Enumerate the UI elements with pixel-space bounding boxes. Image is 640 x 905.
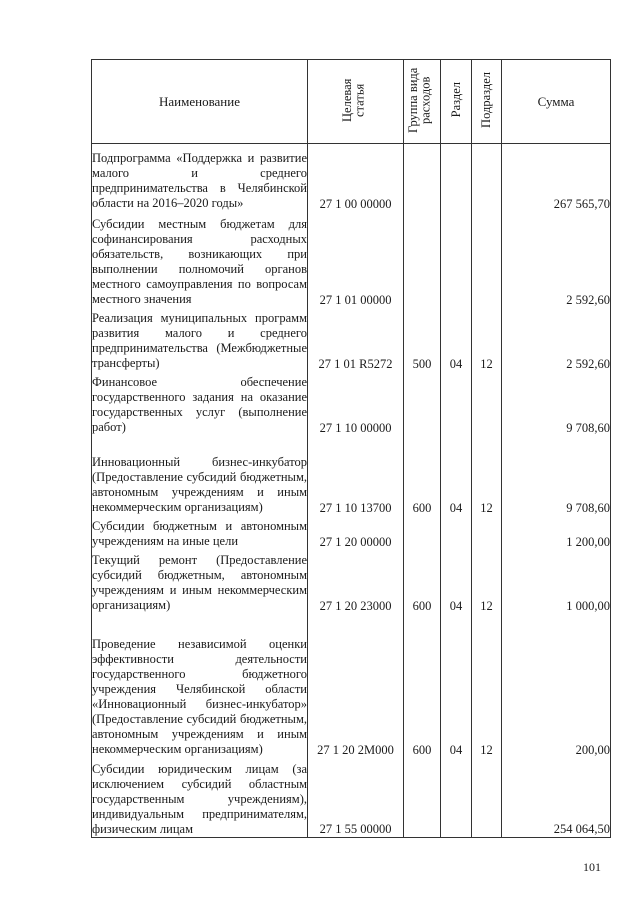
row-name: Текущий ремонт (Предоставление субсидий бюджетным, автономным учреждениям и иным некоммерческим организациям) <box>92 550 308 614</box>
row-amount: 2 592,60 <box>502 308 611 372</box>
header-section <box>441 60 472 144</box>
header-target-article-text: Целевая статья <box>339 77 366 122</box>
header-section-text: Раздел <box>448 81 463 118</box>
row-code: 27 1 20 23000 <box>308 550 404 614</box>
table-row <box>92 550 611 614</box>
row-subsection <box>472 372 502 436</box>
row-code: 27 1 01 R5272 <box>308 308 404 372</box>
row-name: Реализация муниципальных программ развития малого и среднего предпринимательства (Межбюджетные трансферты) <box>92 308 308 372</box>
page-number: 101 <box>583 860 601 874</box>
row-subsection <box>472 144 502 212</box>
row-amount: 267 565,70 <box>502 144 611 212</box>
row-subsection <box>472 212 502 308</box>
row-amount: 2 592,60 <box>502 212 611 308</box>
row-section: 04 <box>441 308 472 372</box>
table-row <box>92 144 611 212</box>
row-code: 27 1 10 00000 <box>308 372 404 436</box>
row-group <box>404 372 441 436</box>
row-group: 500 <box>404 308 441 372</box>
row-code: 27 1 20 00000 <box>308 516 404 550</box>
row-subsection: 12 <box>472 550 502 614</box>
table-row <box>92 436 611 516</box>
row-group: 600 <box>404 436 441 516</box>
row-name: Инновационный бизнес-инкубатор (Предоставление субсидий бюджетным, автономным учреждениям и иным некоммерческим организациям) <box>92 436 308 516</box>
row-amount: 9 708,60 <box>502 372 611 436</box>
header-expense-group-text: Группа вида расходов <box>406 66 433 133</box>
table-row <box>92 758 611 838</box>
row-group <box>404 144 441 212</box>
row-group <box>404 758 441 838</box>
row-amount: 200,00 <box>502 614 611 758</box>
header-subsection-text: Подраздел <box>479 71 494 128</box>
row-amount: 9 708,60 <box>502 436 611 516</box>
row-name: Финансовое обеспечение государственного задания на оказание государственных услуг (выполнение работ) <box>92 372 308 436</box>
row-name: Субсидии бюджетным и автономным учреждениям на иные цели <box>92 516 308 550</box>
row-section: 04 <box>441 614 472 758</box>
row-code: 27 1 00 00000 <box>308 144 404 212</box>
table-row <box>92 308 611 372</box>
row-subsection <box>472 516 502 550</box>
row-name: Проведение независимой оценки эффективности деятельности государственного бюджетного учреждения Челябинской области «Инновационный бизнес-инкубатор» (Предоставление субсидий бюджетным, автономным учреждениям и иным некоммерческим организациям) <box>92 614 308 758</box>
header-subsection <box>472 60 502 144</box>
header-name: Наименование <box>92 60 308 144</box>
row-section <box>441 516 472 550</box>
row-group: 600 <box>404 550 441 614</box>
table-row <box>92 212 611 308</box>
table-header-row <box>92 60 611 144</box>
row-section <box>441 372 472 436</box>
row-name: Подпрограмма «Поддержка и развитие малого и среднего предпринимательства в Челябинской области на 2016–2020 годы» <box>92 144 308 212</box>
header-expense-group <box>404 60 441 144</box>
row-section: 04 <box>441 550 472 614</box>
header-target-article <box>308 60 404 144</box>
row-subsection: 12 <box>472 308 502 372</box>
row-section <box>441 144 472 212</box>
row-group: 600 <box>404 614 441 758</box>
table-row <box>92 614 611 758</box>
row-group <box>404 516 441 550</box>
row-section <box>441 212 472 308</box>
row-subsection <box>472 758 502 838</box>
row-code: 27 1 20 2М000 <box>308 614 404 758</box>
row-amount: 1 000,00 <box>502 550 611 614</box>
row-amount: 1 200,00 <box>502 516 611 550</box>
row-subsection: 12 <box>472 614 502 758</box>
row-code: 27 1 55 00000 <box>308 758 404 838</box>
table-row <box>92 372 611 436</box>
row-amount: 254 064,50 <box>502 758 611 838</box>
row-code: 27 1 01 00000 <box>308 212 404 308</box>
table-row <box>92 516 611 550</box>
budget-table <box>91 59 611 838</box>
row-subsection: 12 <box>472 436 502 516</box>
header-amount: Сумма <box>502 60 611 144</box>
row-group <box>404 212 441 308</box>
row-section: 04 <box>441 436 472 516</box>
row-name: Субсидии местным бюджетам для софинансирования расходных обязательств, возникающих при выполнении полномочий органов местного самоуправления по вопросам местного значения <box>92 212 308 308</box>
row-name: Субсидии юридическим лицам (за исключением субсидий областным государственным учреждениям), индивидуальным предпринимателям, физическим лицам <box>92 758 308 838</box>
row-section <box>441 758 472 838</box>
row-code: 27 1 10 13700 <box>308 436 404 516</box>
